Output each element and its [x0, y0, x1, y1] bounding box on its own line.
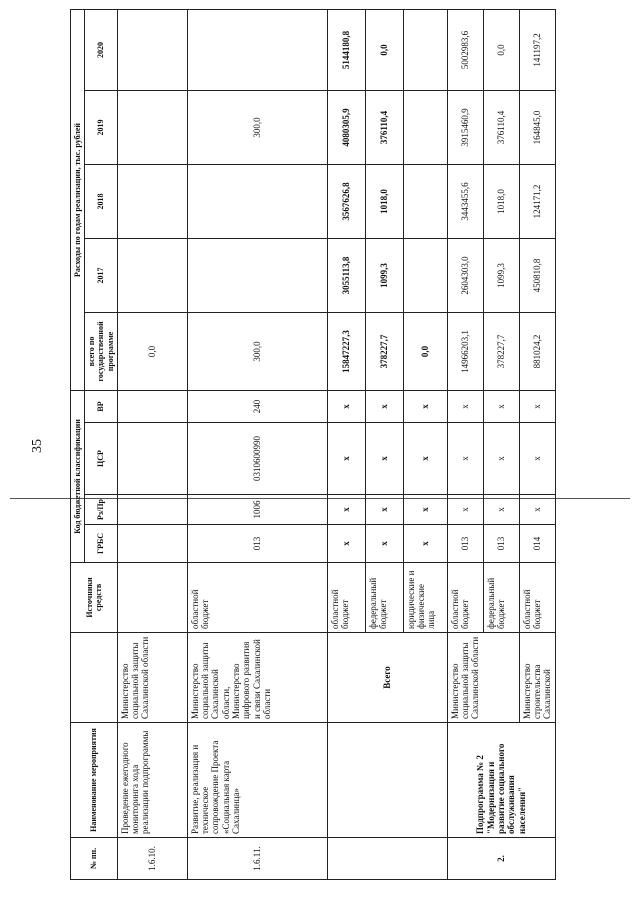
rzpr [117, 495, 187, 525]
grbs: х [327, 525, 365, 563]
year-2017-header: 2017 [85, 238, 118, 312]
grbs [117, 525, 187, 563]
budget-code-header: Код бюджетной классификации [71, 390, 85, 562]
grbs-header: ГРБС [85, 525, 118, 563]
value-2017 [403, 238, 447, 312]
source: областной бюджет [327, 563, 365, 633]
value-2020 [187, 9, 327, 90]
row-1-6-10 [117, 9, 187, 879]
row-1-6-11 [187, 9, 327, 879]
source: областной бюджет [519, 563, 555, 633]
value-2017: 2604303,0 [447, 238, 483, 312]
value-2017 [117, 238, 187, 312]
value-2018: 3567626,8 [327, 164, 365, 238]
grbs: х [365, 525, 403, 563]
value-2018: 1018,0 [483, 164, 519, 238]
value-2018 [187, 164, 327, 238]
value-2017 [187, 238, 327, 312]
vr: х [327, 390, 365, 422]
subprogram-2-row-a [447, 9, 483, 879]
total-label: Всего [327, 633, 447, 723]
csr: х [483, 423, 519, 495]
year-2020-header: 2020 [85, 9, 118, 90]
grbs: х [403, 525, 447, 563]
vr: х [447, 390, 483, 422]
value-2018: 1018,0 [365, 164, 403, 238]
value-2017: 1099,3 [365, 238, 403, 312]
row-number: 2. [447, 838, 555, 880]
value-2017: 450810,8 [519, 238, 555, 312]
value-2020: 0,0 [365, 9, 403, 90]
value-2017: 3055113,8 [327, 238, 365, 312]
value-2020 [403, 9, 447, 90]
total-value: 15847227,3 [327, 312, 365, 390]
executor: Министерство социальной защиты Сахалинской области, Министерство цифрового развития и связи Сахалинской области [187, 633, 327, 723]
source [117, 563, 187, 633]
source: юридические и физические лица [403, 563, 447, 633]
csr: х [447, 423, 483, 495]
value-2019: 4080305,9 [327, 90, 365, 164]
source: областной бюджет [447, 563, 483, 633]
measure-name: Развитие, реализация и техническое сопровождение Проекта «Социальная карта Сахалинца» [187, 723, 327, 838]
rzpr: х [327, 495, 365, 525]
rzpr: 1006 [187, 495, 327, 525]
grbs: 014 [519, 525, 555, 563]
col-source-header: Источники средств [71, 563, 118, 633]
csr: х [365, 423, 403, 495]
value-2019 [117, 90, 187, 164]
csr: х [403, 423, 447, 495]
total-value: 378227,7 [365, 312, 403, 390]
value-2018: 124171,2 [519, 164, 555, 238]
executor: Министерство строительства Сахалинской [519, 633, 555, 723]
value-2019 [403, 90, 447, 164]
total-value: 14966203,1 [447, 312, 483, 390]
col-exec-header [71, 633, 118, 723]
csr-header: ЦСР [85, 423, 118, 495]
vr: х [519, 390, 555, 422]
total-name-cell [327, 723, 447, 838]
value-2019: 300,0 [187, 90, 327, 164]
value-2018: 3443455,6 [447, 164, 483, 238]
csr: х [327, 423, 365, 495]
grbs: 013 [187, 525, 327, 563]
vr: х [483, 390, 519, 422]
total-value: 0,0 [403, 312, 447, 390]
expenses-header: Расходы по годам реализации, тыс. рублей [71, 9, 85, 390]
rzpr: х [483, 495, 519, 525]
rzpr-header: Рз/Пр [85, 495, 118, 525]
subprogram-name: Подпрограмма № 2 "Модернизация и развитие социального обслуживания населения" [447, 723, 555, 838]
vr: х [403, 390, 447, 422]
value-2020: 5144180,8 [327, 9, 365, 90]
total-value: 378227,7 [483, 312, 519, 390]
source: областной бюджет [187, 563, 327, 633]
value-2019: 376110,4 [483, 90, 519, 164]
value-2019: 164845,0 [519, 90, 555, 164]
total-no-cell [327, 838, 447, 880]
year-2018-header: 2018 [85, 164, 118, 238]
rzpr: х [447, 495, 483, 525]
total-value: 300,0 [187, 312, 327, 390]
total-value: 881024,2 [519, 312, 555, 390]
year-2019-header: 2019 [85, 90, 118, 164]
rotated-table-container [70, 30, 623, 880]
rzpr: х [365, 495, 403, 525]
vr-header: ВР [85, 390, 118, 422]
row-number: 1.6.10. [117, 838, 187, 880]
value-2018 [117, 164, 187, 238]
value-2017: 1099,3 [483, 238, 519, 312]
total-row-regional [327, 9, 365, 879]
vr: 240 [187, 390, 327, 422]
vr [117, 390, 187, 422]
col-name-header: Наименование мероприятия [71, 723, 118, 838]
csr: х [519, 423, 555, 495]
executor: Министерство социальной защиты Сахалинской области [447, 633, 519, 723]
value-2020: 141197,2 [519, 9, 555, 90]
value-2020: 5002983,6 [447, 9, 483, 90]
table-viewport [70, 30, 623, 880]
vr: х [365, 390, 403, 422]
source: федеральный бюджет [483, 563, 519, 633]
grbs: 013 [447, 525, 483, 563]
header-row-1 [71, 9, 85, 879]
csr: 0310600990 [187, 423, 327, 495]
grbs: 013 [483, 525, 519, 563]
budget-table [70, 9, 556, 880]
total-header: всего по государственной программе [85, 312, 118, 390]
csr [117, 423, 187, 495]
rzpr: х [403, 495, 447, 525]
total-value: 0,0 [117, 312, 187, 390]
value-2019: 3915460,9 [447, 90, 483, 164]
source: федеральный бюджет [365, 563, 403, 633]
rzpr: х [519, 495, 555, 525]
executor: Министерство социальной защиты Сахалинской области [117, 633, 187, 723]
value-2018 [403, 164, 447, 238]
page-number: 35 [30, 439, 45, 453]
col-no-header: № пп. [71, 838, 118, 880]
value-2020: 0,0 [483, 9, 519, 90]
row-number: 1.6.11. [187, 838, 327, 880]
value-2019: 376110,4 [365, 90, 403, 164]
value-2020 [117, 9, 187, 90]
measure-name: Проведение ежегодного мониторинга хода реализации подпрограммы [117, 723, 187, 838]
